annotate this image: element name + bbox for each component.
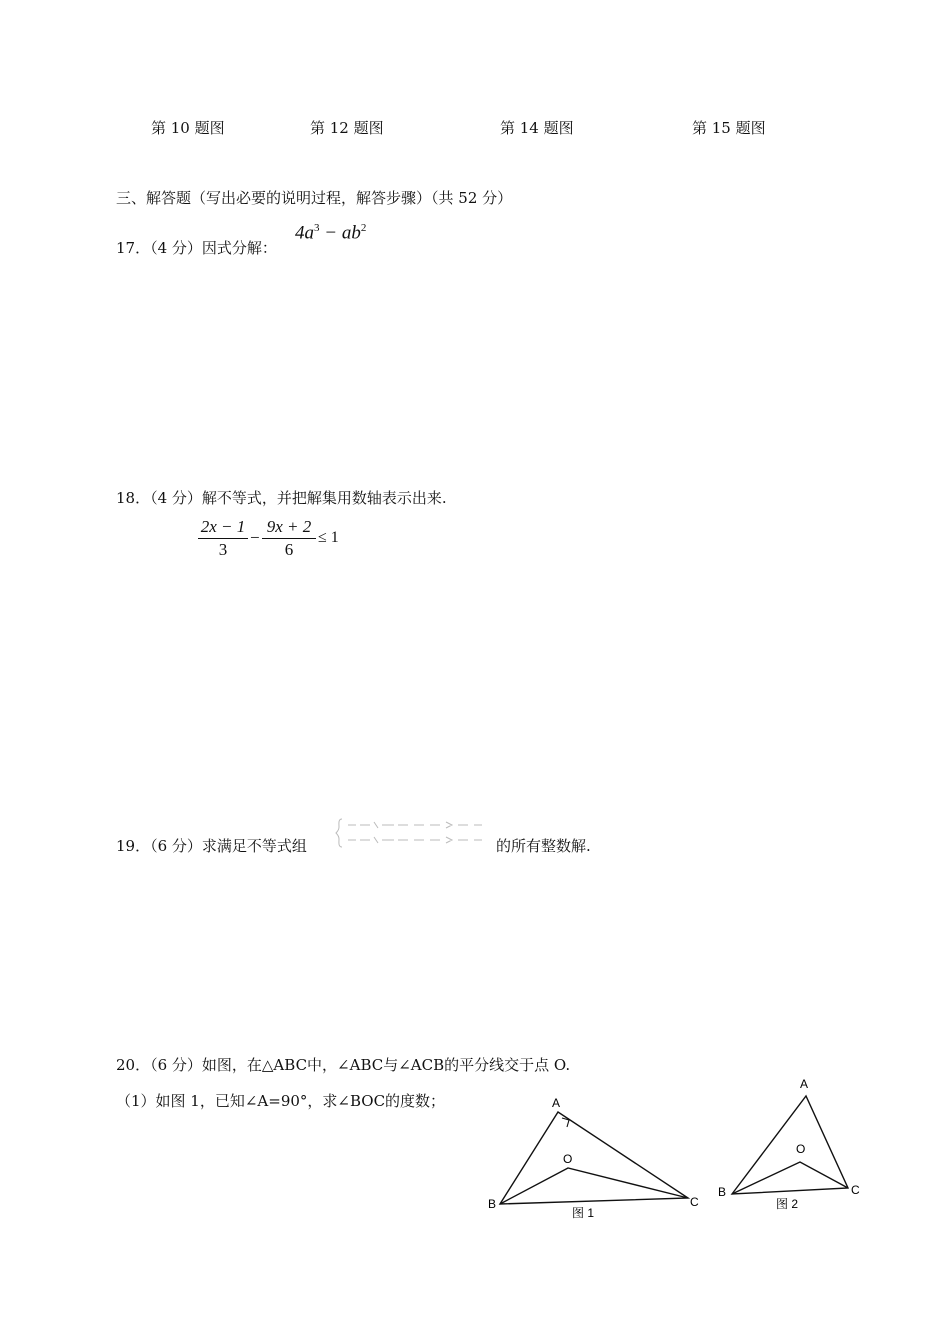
q17-text: 17．（4 分）因式分解： xyxy=(116,239,277,257)
fig1-label-a: A xyxy=(552,1096,561,1110)
q18-minus: − xyxy=(250,528,260,547)
section-title: 三、解答题（写出必要的说明过程，解答步骤）（共 52 分） xyxy=(116,189,513,207)
fig2-label-c: C xyxy=(851,1183,860,1197)
caption-q15: 第 15 题图 xyxy=(692,119,766,137)
fig1-caption: 图 1 xyxy=(572,1206,595,1220)
fig2-label-a: A xyxy=(800,1077,809,1091)
q17-exponent-1: 3 xyxy=(314,222,320,234)
q19-text-before: 19．（6 分）求满足不等式组 xyxy=(116,837,307,855)
q18-fraction-2 xyxy=(262,516,316,561)
q17-term-b: − ab xyxy=(319,222,361,244)
q17-expression xyxy=(295,222,366,244)
q18-text: 18．（4 分）解不等式，并把解集用数轴表示出来. xyxy=(116,489,447,507)
q19-inequality-system-image xyxy=(334,816,494,850)
caption-q10: 第 10 题图 xyxy=(151,119,225,137)
fig1-triangle xyxy=(500,1112,688,1204)
q18-frac2-numerator: 9x + 2 xyxy=(262,516,316,539)
fig1-label-o: O xyxy=(563,1152,573,1166)
figure-1 xyxy=(480,1090,710,1230)
q17-term-a: 4a xyxy=(295,222,314,244)
q18-frac1-numerator: 2x − 1 xyxy=(198,516,248,539)
q19-text-after: 的所有整数解. xyxy=(496,837,591,855)
q18-frac1-denominator: 3 xyxy=(218,540,228,559)
q18-fraction-1 xyxy=(198,516,248,561)
fig2-caption: 图 2 xyxy=(776,1197,799,1211)
fig2-label-o: O xyxy=(796,1142,806,1156)
q17-exponent-2: 2 xyxy=(360,222,367,234)
caption-q12: 第 12 题图 xyxy=(310,119,384,137)
fig2-label-b: B xyxy=(718,1185,727,1199)
fig1-right-angle-mark xyxy=(562,1118,569,1127)
q18-rhs: ≤ 1 xyxy=(318,529,339,546)
fig1-label-c: C xyxy=(690,1195,699,1209)
caption-q14: 第 14 题图 xyxy=(500,119,574,137)
q18-frac2-denominator: 6 xyxy=(284,540,294,559)
figure-2 xyxy=(710,1070,870,1220)
q20-part1: （1）如图 1，已知∠A=90°，求∠BOC的度数； xyxy=(116,1092,446,1110)
q20-text: 20．（6 分）如图，在△ABC中，∠ABC与∠ACB的平分线交于点 O. xyxy=(116,1056,571,1074)
fig1-label-b: B xyxy=(488,1197,497,1211)
